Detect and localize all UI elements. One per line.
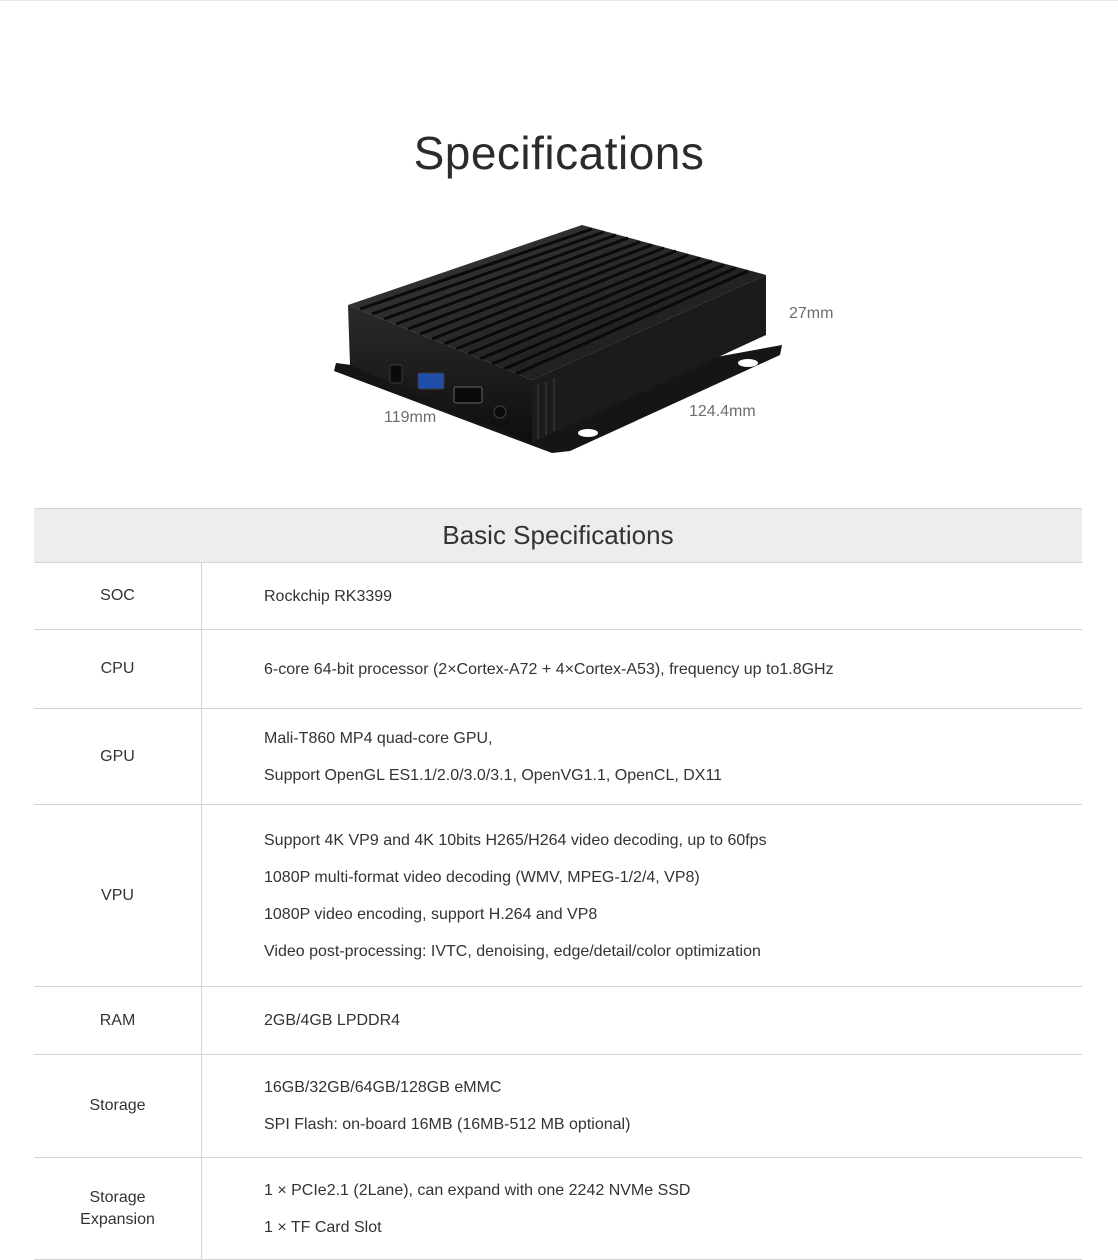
spec-row-storage-expansion <box>34 1158 1082 1260</box>
usb-c-port-icon <box>390 365 402 383</box>
spec-row-vpu <box>34 805 1082 987</box>
spec-values <box>202 1055 1082 1157</box>
spec-row-soc <box>34 563 1082 630</box>
product-image <box>320 215 860 465</box>
spec-values <box>202 805 1082 986</box>
spec-row-ram <box>34 987 1082 1055</box>
spec-value: 1 × TF Card Slot <box>264 1218 382 1236</box>
spec-value: Rockchip RK3399 <box>264 587 393 605</box>
spec-row-storage <box>34 1055 1082 1158</box>
basic-specifications-table <box>34 508 1082 1260</box>
spec-value: 1 × PCIe2.1 (2Lane), can expand with one 2242 NVMe SSD <box>264 1181 691 1199</box>
spec-value: 2GB/4GB LPDDR4 <box>264 1012 401 1029</box>
dimension-width: 119mm <box>384 409 437 426</box>
spec-label: Storage <box>34 1055 202 1157</box>
usb3-port-icon <box>418 373 444 389</box>
spec-label: RAM <box>34 987 202 1054</box>
spec-label <box>34 1158 202 1259</box>
spec-values <box>202 630 1082 708</box>
spec-label: CPU <box>34 630 202 708</box>
spec-label: SOC <box>34 563 202 629</box>
dimension-height: 27mm <box>789 305 834 322</box>
dimension-depth: 124.4mm <box>689 403 756 420</box>
spec-value: 6-core 64-bit processor (2×Cortex-A72 + 4×Cortex-A53), frequency up to1.8GHz <box>264 660 834 678</box>
spec-row-cpu <box>34 630 1082 709</box>
spec-values <box>202 709 1082 804</box>
spec-values <box>202 1158 1082 1259</box>
spec-value: 1080P video encoding, support H.264 and VP8 <box>264 905 598 923</box>
spec-label-line: Expansion <box>80 1210 155 1228</box>
spec-row-gpu <box>34 709 1082 805</box>
spec-value: 1080P multi-format video decoding (WMV, MPEG-1/2/4, VP8) <box>264 868 700 886</box>
mount-hole-icon <box>578 429 598 437</box>
power-button-icon <box>494 406 506 418</box>
spec-value: Mali-T860 MP4 quad-core GPU, <box>264 729 493 747</box>
spec-label-line: Storage <box>89 1188 146 1206</box>
mini-pc-illustration <box>320 215 860 465</box>
spec-label: VPU <box>34 805 202 986</box>
spec-values <box>202 987 1082 1054</box>
page-title: Specifications <box>413 127 705 179</box>
spec-label: GPU <box>34 709 202 804</box>
spec-value: Support OpenGL ES1.1/2.0/3.0/3.1, OpenVG1.1, OpenCL, DX11 <box>264 766 723 784</box>
spec-value: Video post-processing: IVTC, denoising, edge/detail/color optimization <box>264 942 761 960</box>
top-divider <box>0 0 1118 1</box>
spec-value: 16GB/32GB/64GB/128GB eMMC <box>264 1079 502 1096</box>
spec-value: SPI Flash: on-board 16MB (16MB-512 MB optional) <box>264 1116 631 1133</box>
spec-values <box>202 563 1082 629</box>
spec-value: Support 4K VP9 and 4K 10bits H265/H264 video decoding, up to 60fps <box>264 831 767 849</box>
mount-hole-icon <box>738 359 758 367</box>
spec-table-heading: Basic Specifications <box>34 508 1082 563</box>
usb2-port-icon <box>454 387 482 403</box>
